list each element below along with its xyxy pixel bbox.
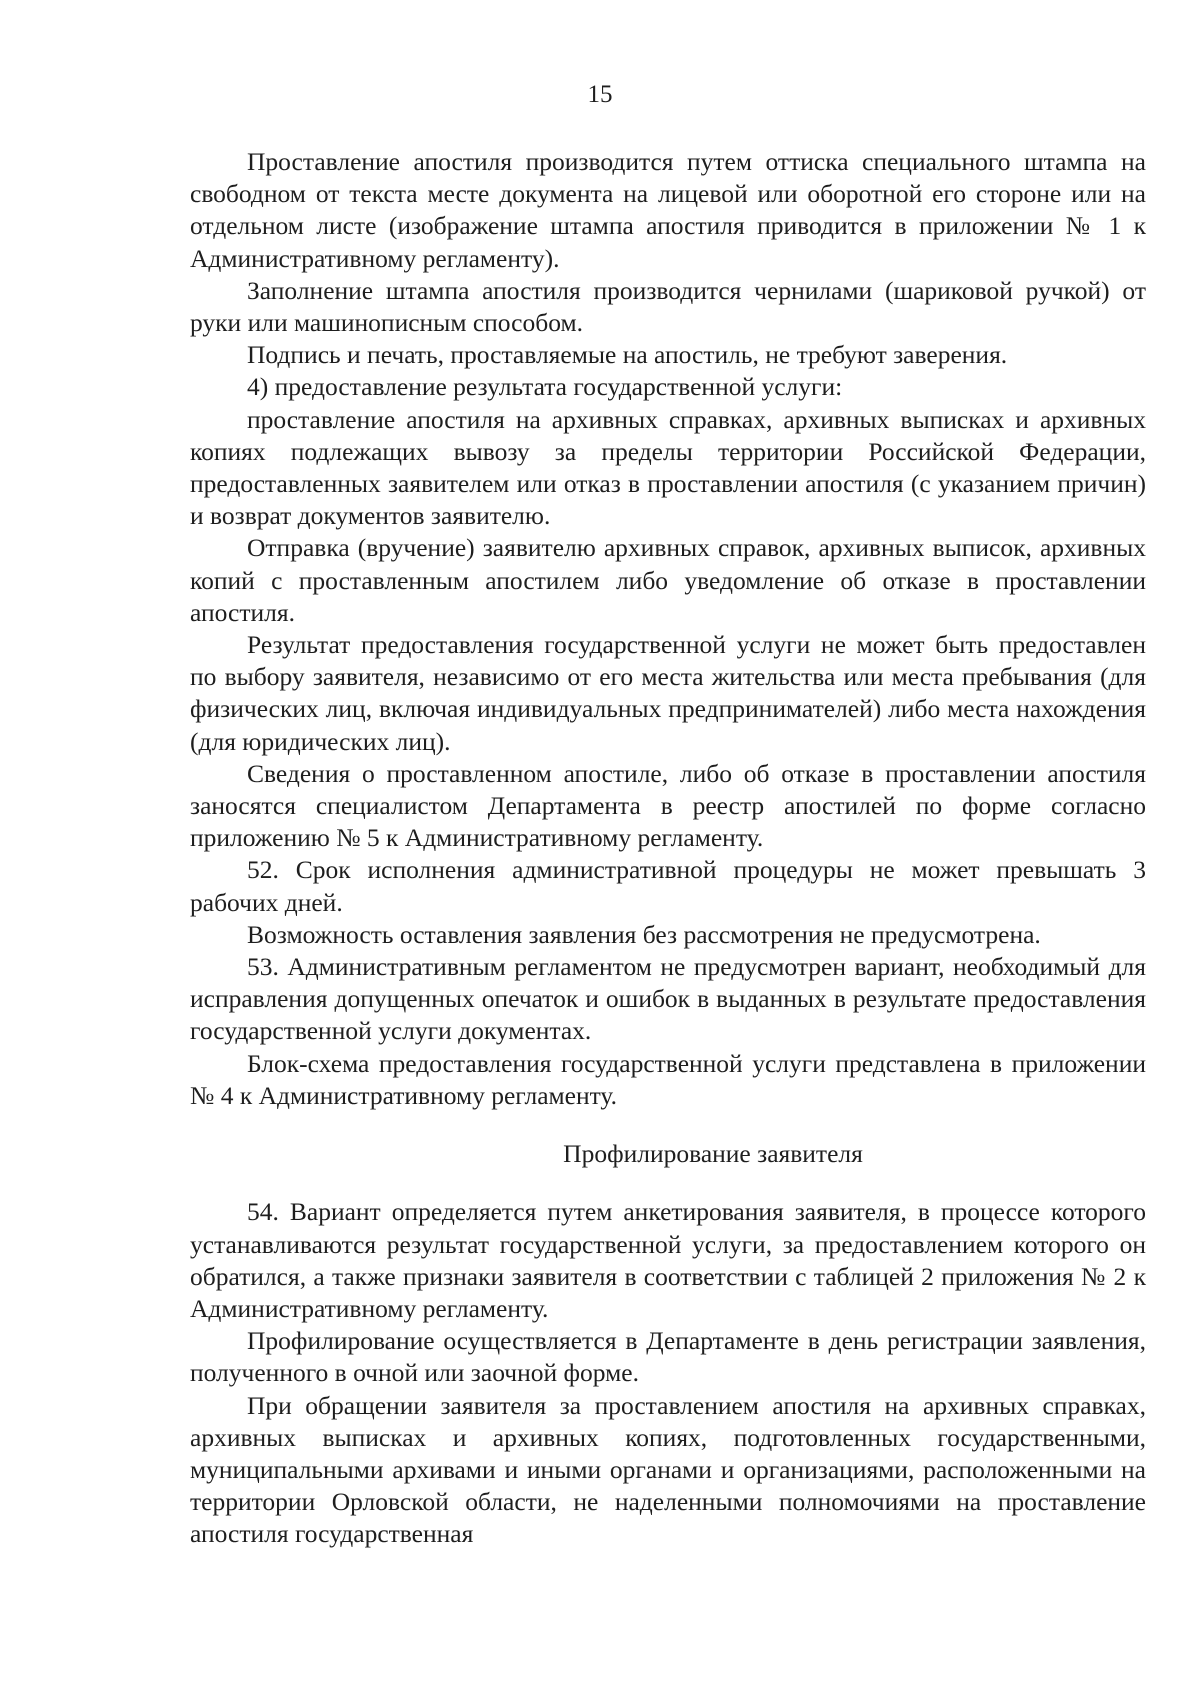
document-body bbox=[190, 146, 1146, 1551]
paragraph-apostille-registry: Сведения о проставленном апостиле, либо об отказе в проставлении апостиля заносятся специалистом Департамента в реестр апостилей по форме согласно приложению № 5 к Административному регламенту. bbox=[190, 758, 1146, 853]
paragraph-block-scheme: Блок-схема предоставления государственной услуги представлена в приложении № 4 к Административному регламенту. bbox=[190, 1048, 1146, 1110]
paragraph-result-provision: 4) предоставление результата государственной услуги: bbox=[247, 372, 843, 402]
paragraph-stamp-filling: Заполнение штампа апостиля производится чернилами (шариковой ручкой) от руки или машинописным способом. bbox=[190, 275, 1146, 338]
paragraph-profiling: Профилирование осуществляется в Департаменте в день регистрации заявления, полученного в очной или заочной форме. bbox=[190, 1326, 1146, 1388]
section-heading: Профилирование заявителя bbox=[563, 1139, 863, 1169]
paragraph-signature-seal: Подпись и печать, проставляемые на апостиль, не требуют заверения. bbox=[247, 340, 1008, 370]
paragraph-delivery: Отправка (вручение) заявителю архивных справок, архивных выписок, архивных копий с проставленным апостилем либо уведомление об отказе в проставлении апостиля. bbox=[190, 533, 1146, 627]
paragraph-result-choice: Результат предоставления государственной услуги не может быть предоставлен по выбору заявителя, независимо от его места жительства или места пребывания (для физических лиц, включая индивидуальных предпринимателей) либо места нахождения (для юридических лиц). bbox=[190, 630, 1146, 756]
paragraph-53-corrections: 53. Административным регламентом не предусмотрен вариант, необходимый для исправления допущенных опечаток и ошибок в выданных в результате предоставления государственной услуги документах. bbox=[190, 952, 1146, 1046]
page-number: 15 bbox=[587, 81, 613, 108]
paragraph-no-dismissal: Возможность оставления заявления без рассмотрения не предусмотрена. bbox=[247, 919, 1041, 949]
paragraph-54-variant: 54. Вариант определяется путем анкетирования заявителя, в процессе которого устанавливаются результат государственной услуги, за предоставлением которого он обратился, а также признаки заявителя в соответствии с таблицей 2 приложения № 2 к Административному регламенту. bbox=[190, 1197, 1146, 1323]
paragraph-apostille-stamp: Проставление апостиля производится путем оттиска специального штампа на свободном от текста месте документа на лицевой или оборотной его стороне или на отдельном листе (изображение штампа апостиля приводится в приложении № 1 к Административному регламенту). bbox=[190, 147, 1146, 273]
paragraph-orel-archives: При обращении заявителя за проставлением апостиля на архивных справках, архивных выписках и архивных копиях, подготовленных государственными, муниципальными архивами и иными органами и организациями, расположенными на территории Орловской области, не наделенными полномочиями на проставление апостиля государственная bbox=[190, 1390, 1146, 1549]
paragraph-apostille-on-archives: проставление апостиля на архивных справках, архивных выписках и архивных копиях подлежащих вывозу за пределы территории Российской Федерации, предоставленных заявителем или отказ в проставлении апостиля (с указанием причин) и возврат документов заявителю. bbox=[190, 404, 1146, 531]
paragraph-52-deadline: 52. Срок исполнения административной процедуры не может превышать 3 рабочих дней. bbox=[190, 855, 1146, 917]
